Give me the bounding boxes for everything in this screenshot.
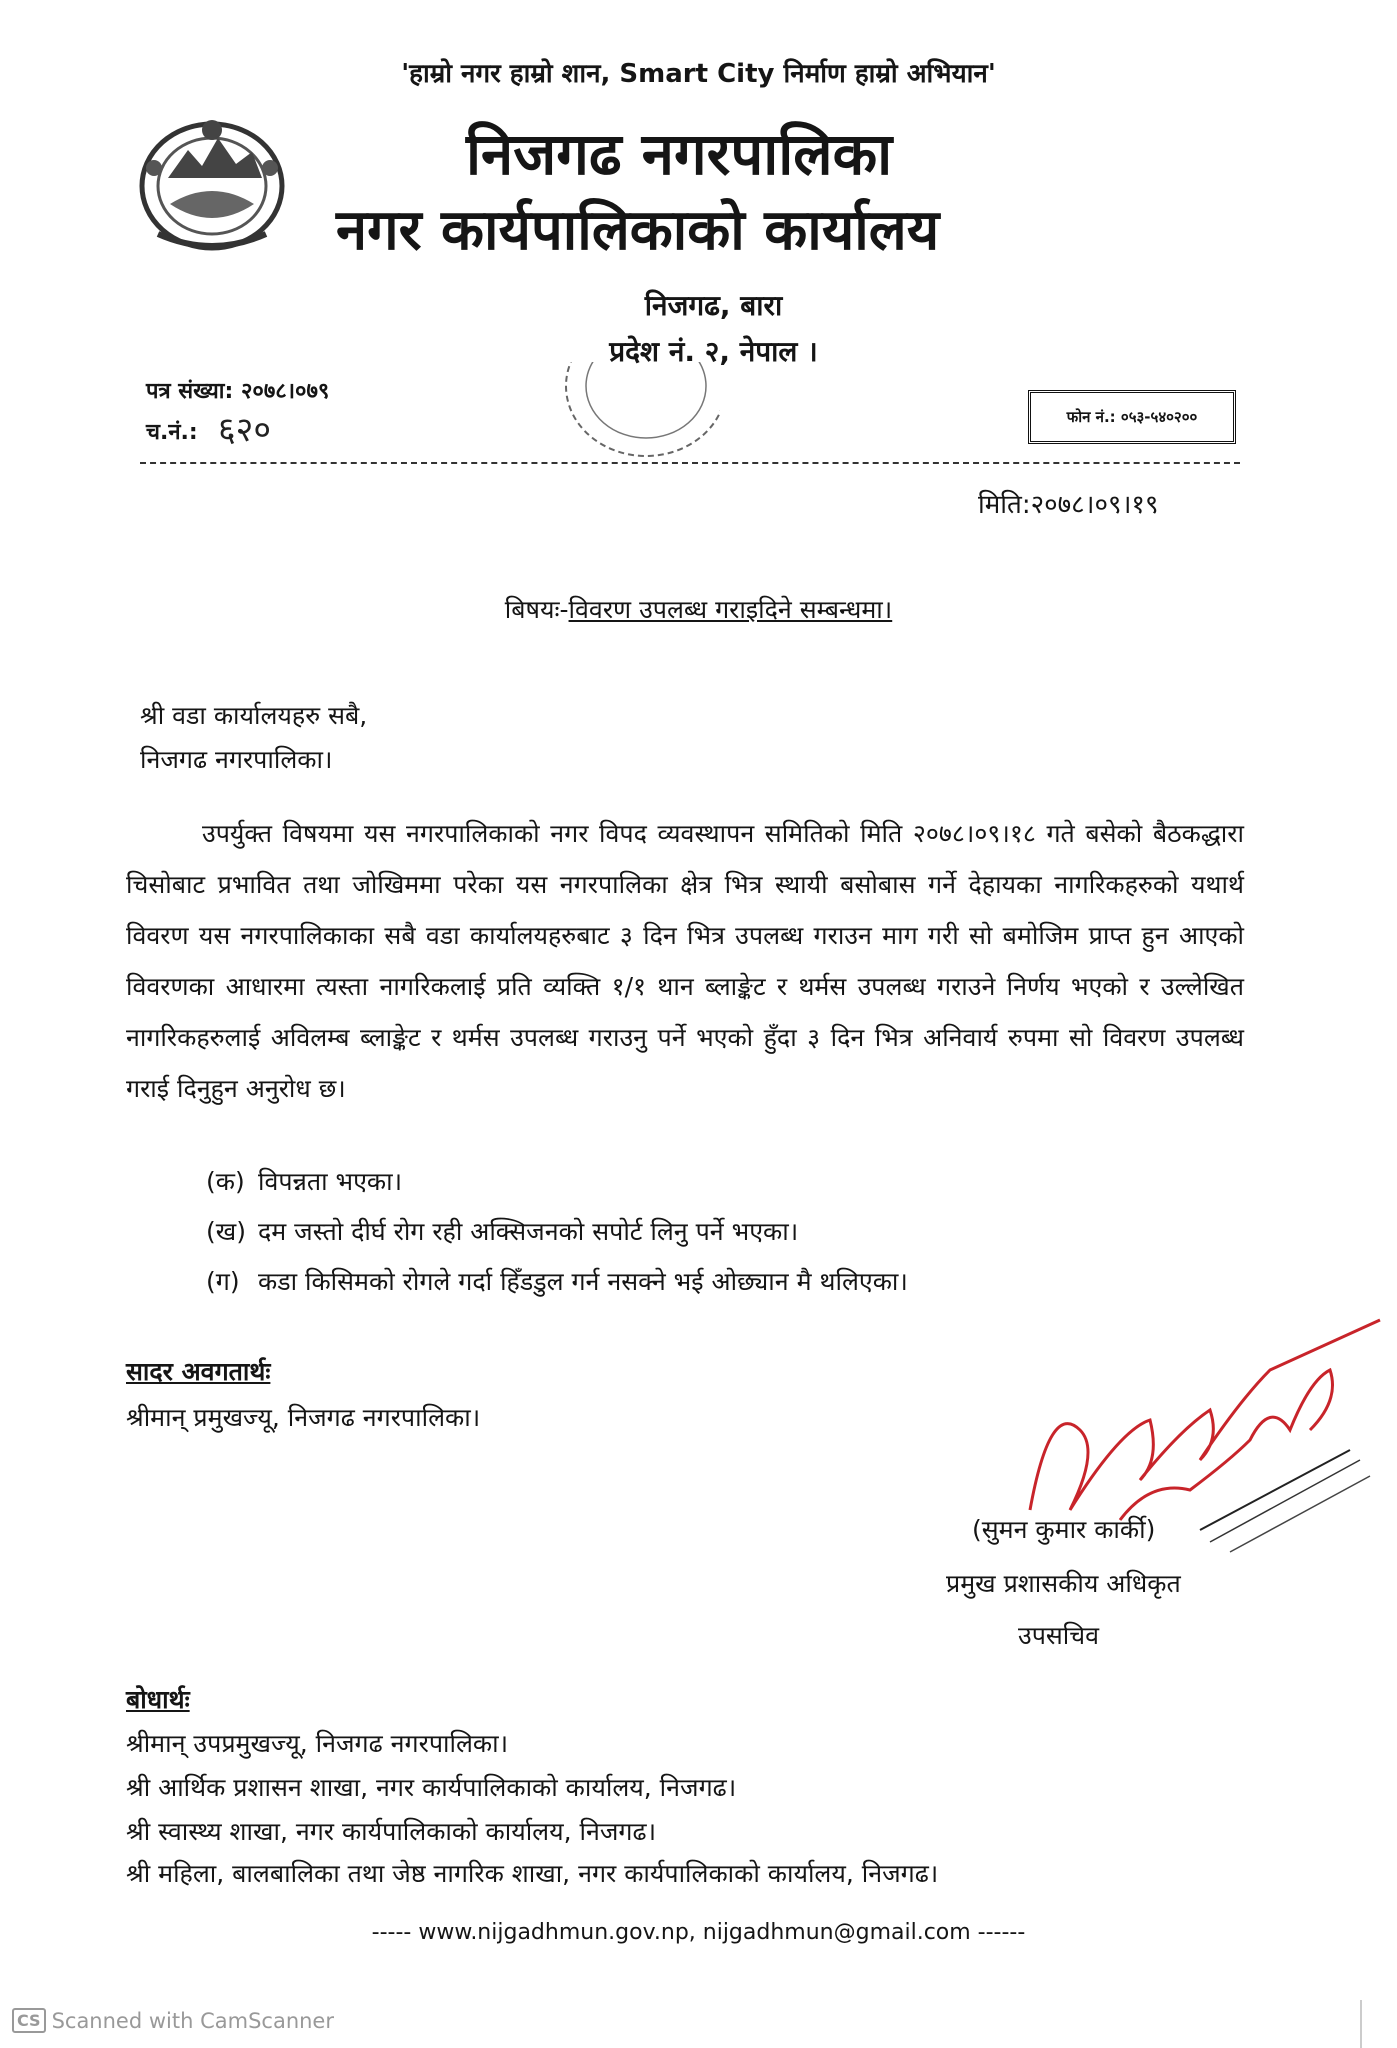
dispatch-label: च.नं.: (146, 420, 198, 445)
org-name: निजगढ नगरपालिका (466, 120, 893, 188)
scanner-watermark (12, 2008, 334, 2033)
cc-line: श्री आर्थिक प्रशासन शाखा, नगर कार्यपालिकाको कार्यालय, निजगढ। (126, 1773, 737, 1802)
criteria-item (206, 1214, 798, 1248)
bodhartha-heading: बोधार्थः (126, 1685, 190, 1714)
letter-date: मिति:२०७८।०९।१९ (978, 490, 1159, 520)
criteria-marker: (क) (206, 1167, 245, 1196)
criteria-item (206, 1164, 402, 1198)
signatory-rank: उपसचिव (1018, 1621, 1100, 1650)
body-text: उपर्युक्त विषयमा यस नगरपालिकाको नगर विपद व्यवस्थापन समितिको मिति २०७८।०९।१८ गते बसेको बैठकद्धारा चिसोबाट प्रभावित तथा जोखिममा परेका यस नगरपालिका क्षेत्र भित्र स्थायी बसोबास गर्ने देहायका नागरिकहरुको यथार्थ विवरण यस नगरपालिकाका सबै वडा कार्यालयहरुबाट ३ दिन भित्र उपलब्ध गराउन माग गरी सो बमोजिम प्राप्त हुन आएको विवरणका आधारमा त्यस्ता नागरिकलाई प्रति व्यक्ति १/१ थान ब्लाङ्केट र थर्मस उपलब्ध गराउने निर्णय भएको र उल्लेखित नागरिकहरुलाई अविलम्ब ब्लाङ्केट र थर्मस उपलब्ध गराउनु पर्ने भएको हुँदा ३ दिन भित्र अनिवार्य रुपमा सो विवरण उपलब्ध गराई दिनुहुन अनुरोध छ। (126, 819, 1244, 1103)
scanner-text: Scanned with CamScanner (51, 2008, 334, 2033)
signatory-name: (सुमन कुमार कार्की) (972, 1515, 1156, 1544)
letter-number: पत्र संख्या: २०७८।०७९ (146, 379, 330, 404)
dispatch-number: ६२० (218, 410, 272, 450)
camscanner-badge: CS (12, 2008, 46, 2033)
scan-edge-mark (1360, 2000, 1362, 2048)
recipient-line-1: श्री वडा कार्यालयहरु सबै, (140, 701, 368, 730)
criteria-text: कडा किसिमको रोगले गर्दा हिँडडुल गर्न नसक्ने भई ओछ्यान मै थलिएका। (258, 1267, 908, 1296)
cc-line: श्री महिला, बालबालिका तथा जेष्ठ नागरिक शाखा, नगर कार्यपालिकाको कार्यालय, निजगढ। (126, 1859, 939, 1888)
sadar-recipient: श्रीमान् प्रमुखज्यू, निजगढ नगरपालिका। (126, 1403, 481, 1432)
sadar-heading: सादर अवगतार्थः (126, 1357, 271, 1386)
address-line-2: प्रदेश नं. २, नेपाल । (609, 335, 818, 368)
cc-line: श्रीमान् उपप्रमुखज्यू, निजगढ नगरपालिका। (126, 1729, 509, 1758)
criteria-text: विपन्नता भएका। (258, 1167, 403, 1196)
nepal-emblem-icon (128, 108, 296, 258)
header-divider (140, 462, 1240, 464)
subject-line (0, 592, 1397, 626)
criteria-marker: (ख) (206, 1217, 246, 1246)
office-stamp-icon (560, 362, 720, 462)
subject-text: विवरण उपलब्ध गराइदिने सम्बन्धमा। (568, 595, 893, 624)
footer-contact: ----- www.nijgadhmun.gov.np, nijgadhmun@gmail.com ------ (371, 1920, 1026, 1945)
address-line-1: निजगढ, बारा (644, 289, 783, 322)
motto: 'हाम्रो नगर हाम्रो शान, Smart City निर्माण हाम्रो अभियान' (401, 59, 996, 89)
body-paragraph (126, 808, 1244, 1114)
signatory-post: प्रमुख प्रशासकीय अधिकृत (946, 1569, 1181, 1598)
criteria-item (206, 1264, 908, 1298)
phone-box: फोन नं.: ०५३-५४०२०० (1028, 390, 1236, 444)
office-name: नगर कार्यपालिकाको कार्यालय (336, 198, 940, 263)
criteria-text: दम जस्तो दीर्घ रोग रही अक्सिजनको सपोर्ट लिनु पर्ने भएका। (258, 1217, 799, 1246)
cc-line: श्री स्वास्थ्य शाखा, नगर कार्यपालिकाको कार्यालय, निजगढ। (126, 1817, 657, 1846)
recipient-line-2: निजगढ नगरपालिका। (140, 745, 333, 774)
subject-label: बिषयः- (504, 595, 569, 624)
criteria-marker: (ग) (206, 1267, 240, 1296)
